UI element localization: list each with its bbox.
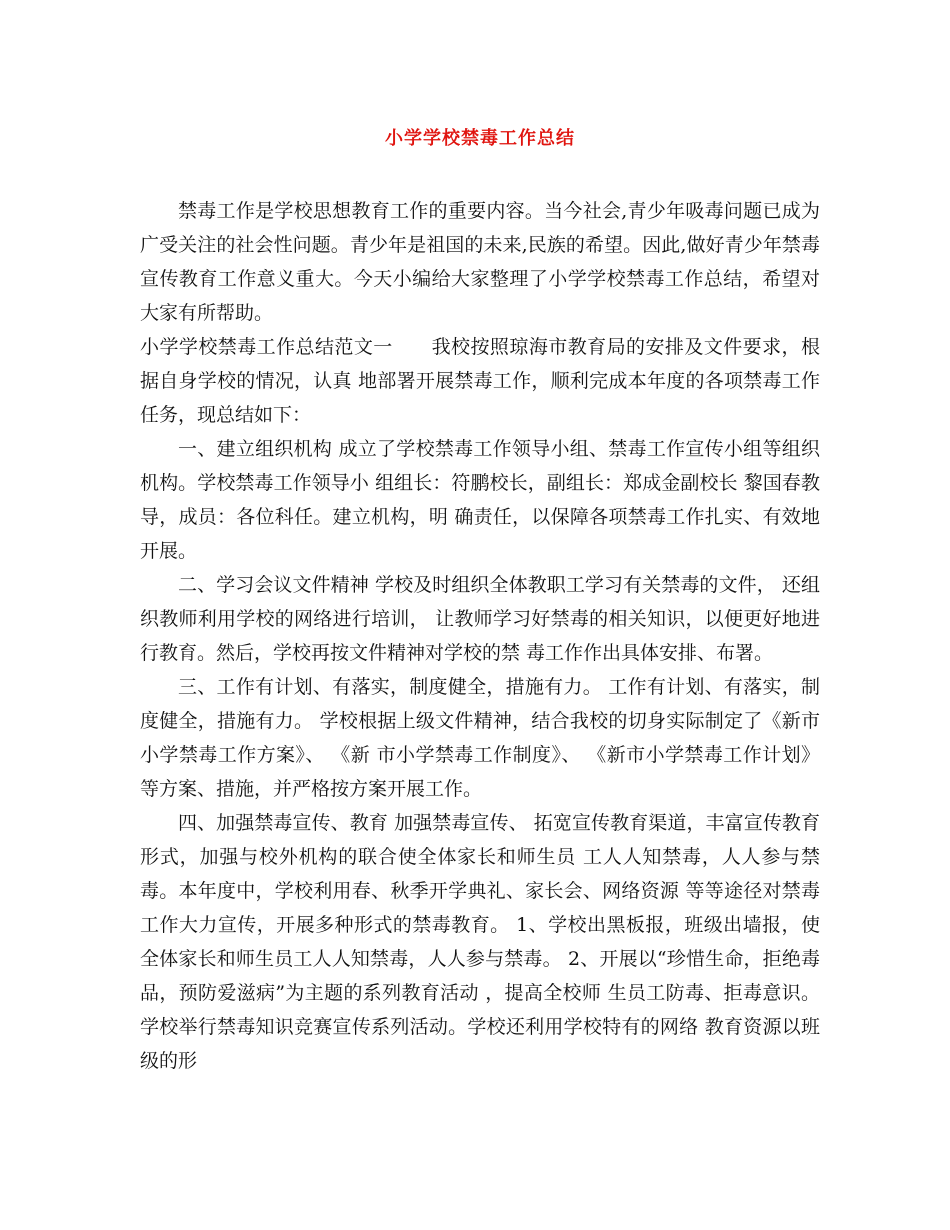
paragraph-section-2: 二、学习会议文件精神 学校及时组织全体教职工学习有关禁毒的文件， 还组织教师利用学校的网络进行培训， 让教师学习好禁毒的相关知识，以便更好地进行教育。然后，学校再按文件精神对学校的禁 毒工作作出具体安排、布署。: [140, 574, 820, 664]
paragraph-sample-heading: 小学学校禁毒工作总结范文一 我校按照琼海市教育局的安排及文件要求，根据自身学校的情况，认真 地部署开展禁毒工作，顺利完成本年度的各项禁毒工作任务，现总结如下：: [140, 336, 820, 426]
paragraph-section-4: 四、加强禁毒宣传、教育 加强禁毒宣传、 拓宽宣传教育渠道，丰富宣传教育形式，加强与校外机构的联合使全体家长和师生员 工人人知禁毒，人人参与禁毒。本年度中，学校利用春、秋季开学典礼、家长会、网络资源 等等途径对禁毒工作大力宣传，开展多种形式的禁毒教育。 1、学校出黑板报，班级出墙报，使全体家长和师生员工人人知禁毒，人人参与禁毒。 2、开展以“珍惜生命，拒绝毒品，预防爱滋病”为主题的系列教育活动 ，提高全校师 生员工防毒、拒毒意识。学校举行禁毒知识竞赛宣传系列活动。学校还利用学校特有的网络 教育资源以班级的形: [140, 812, 820, 1072]
paragraph-section-3: 三、工作有计划、有落实，制度健全，措施有力。 工作有计划、有落实，制度健全，措施有力。 学校根据上级文件精神，结合我校的切身实际制定了《新市小学禁毒工作方案》、 《新 市小学禁毒工作制度》、 《新市小学禁毒工作计划》等方案、措施，并严格按方案开展工作。: [140, 676, 820, 800]
paragraph-section-1: 一、建立组织机构 成立了学校禁毒工作领导小组、禁毒工作宣传小组等组织机构。学校禁毒工作领导小 组组长：符鹏校长，副组长：郑成金副校长 黎国春教导，成员：各位科任。建立机构，明 确责任，以保障各项禁毒工作扎实、有效地开展。: [140, 438, 820, 562]
page-title: 小学学校禁毒工作总结: [385, 128, 575, 149]
paragraph-intro: 禁毒工作是学校思想教育工作的重要内容。当今社会,青少年吸毒问题已成为广受关注的社会性问题。青少年是祖国的未来,民族的希望。因此,做好青少年禁毒宣传教育工作意义重大。今天小编给大家整理了小学学校禁毒工作总结，希望对大家有所帮助。: [140, 200, 820, 324]
document-body: [140, 194, 820, 1078]
